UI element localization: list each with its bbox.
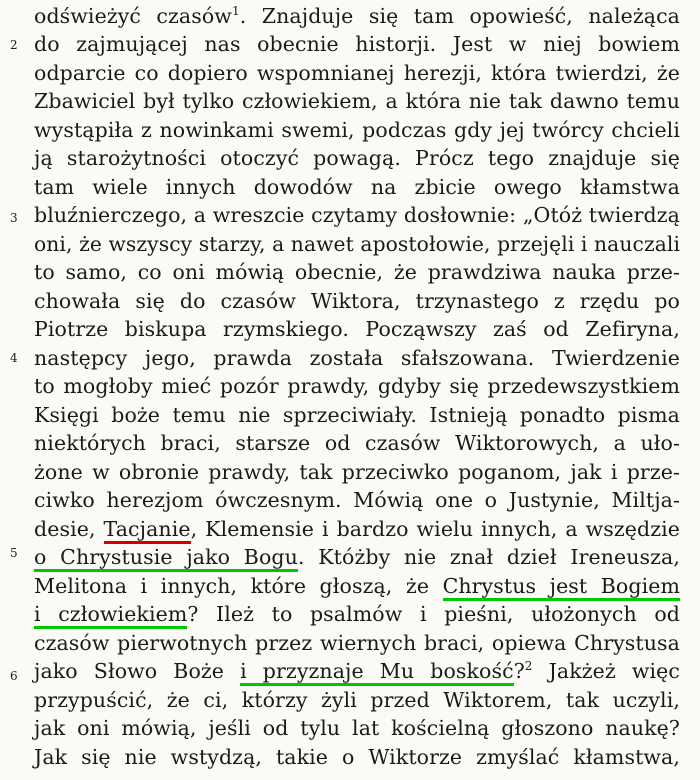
margin-number: 2 xyxy=(10,38,18,52)
text-line: tam wiele innych dowodów na zbicie owego kłamstwa xyxy=(34,175,680,199)
margin-number: 6 xyxy=(10,669,18,683)
text-line: wystąpiła z nowinkami swemi, podczas gdy jej twórcy chcieli xyxy=(34,118,680,142)
text-line xyxy=(34,598,680,630)
text-line: bluźnierczego, a wreszcie czytamy dosłownie: „Otóż twierdzą xyxy=(34,203,680,227)
text-line: to samo, co oni mówią obecnie, że prawdziwa nauka prze- xyxy=(34,260,680,284)
text-run: Melitona i innych, które głoszą, że xyxy=(34,574,443,598)
margin-number: 3 xyxy=(10,211,18,225)
text-line: chowała się do czasów Wiktora, trzynastego z rzędu po xyxy=(34,289,680,313)
text-run: jako Słowo Boże xyxy=(34,659,241,683)
text-run: ? Ileż to psalmów i pieśni, ułożonych od xyxy=(187,602,681,626)
text-run: . Znajduje się tam opowieść, należąca xyxy=(239,4,680,28)
text-line xyxy=(34,655,680,687)
footnote-marker: 2 xyxy=(524,659,533,673)
margin-number: 5 xyxy=(10,546,18,560)
text-line: odparcie co dopiero wspomnianej herezji, która twierdzi, że xyxy=(34,61,680,85)
text-line: do zajmującej nas obecnie historji. Jest w niej bowiem xyxy=(34,32,680,56)
footnote-marker: 1 xyxy=(231,4,240,18)
text-run: odświeżyć czasów xyxy=(34,4,232,28)
text-line: Zbawiciel był tylko człowiekiem, a która nie tak dawno temu xyxy=(34,89,680,113)
green-underlined-phrase: i człowiekiem xyxy=(34,602,187,629)
text-run: desie, xyxy=(34,517,104,541)
text-line: przypuścić, że ci, którzy żyli przed Wiktorem, tak uczyli, xyxy=(34,688,680,712)
green-underlined-phrase: o Chrystusie jako Bogu xyxy=(34,545,298,572)
text-run: , Klemensie i bardzo wielu innych, a wszędzie xyxy=(190,517,681,541)
text-line: ją starożytności otoczyć powagą. Prócz tego znajduje się xyxy=(34,146,680,170)
text-line: oni, że wszyscy starzy, a nawet apostołowie, przejęli i nauczali xyxy=(34,232,681,256)
text-line: żone w obronie prawdy, tak przeciwko poganom, jak i prze- xyxy=(34,460,680,484)
text-line: ciwko herezjom ówczesnym. Mówią one o Justynie, Miltja- xyxy=(34,488,680,512)
text-line: czasów pierwotnych przez wiernych braci, opiewa Chrystusa xyxy=(34,631,680,655)
text-line: Jak się nie wstydzą, takie o Wiktorze zmyślać kłamstwa, xyxy=(34,745,680,769)
text-run: . Któżby nie znał dzieł Ireneusza, xyxy=(297,545,680,569)
green-underlined-phrase: Chrystus jest Bogiem xyxy=(443,574,680,601)
text-run: Jakżeż więc xyxy=(532,659,680,683)
green-underlined-phrase: i przyznaje Mu boskość xyxy=(240,659,514,686)
text-line: następcy jego, prawda została sfałszowana. Twierdzenie xyxy=(34,346,680,370)
text-line: to mogłoby mieć pozór prawdy, gdyby się przedewszystkiem xyxy=(34,374,680,398)
text-line: niektórych braci, starsze od czasów Wiktorowych, a uło- xyxy=(34,431,680,455)
text-run: ? xyxy=(513,659,525,683)
text-line: jak oni mówią, jeśli od tylu lat kościelną głoszono naukę? xyxy=(34,716,680,740)
text-line xyxy=(34,541,680,573)
margin-number: 4 xyxy=(10,351,18,365)
text-line: Księgi boże temu nie sprzeciwiały. Istnieją ponadto pisma xyxy=(34,403,680,427)
text-line: Piotrze biskupa rzymskiego. Począwszy zaś od Zefiryna, xyxy=(34,317,680,341)
red-underlined-phrase: Tacjanie xyxy=(104,517,191,544)
